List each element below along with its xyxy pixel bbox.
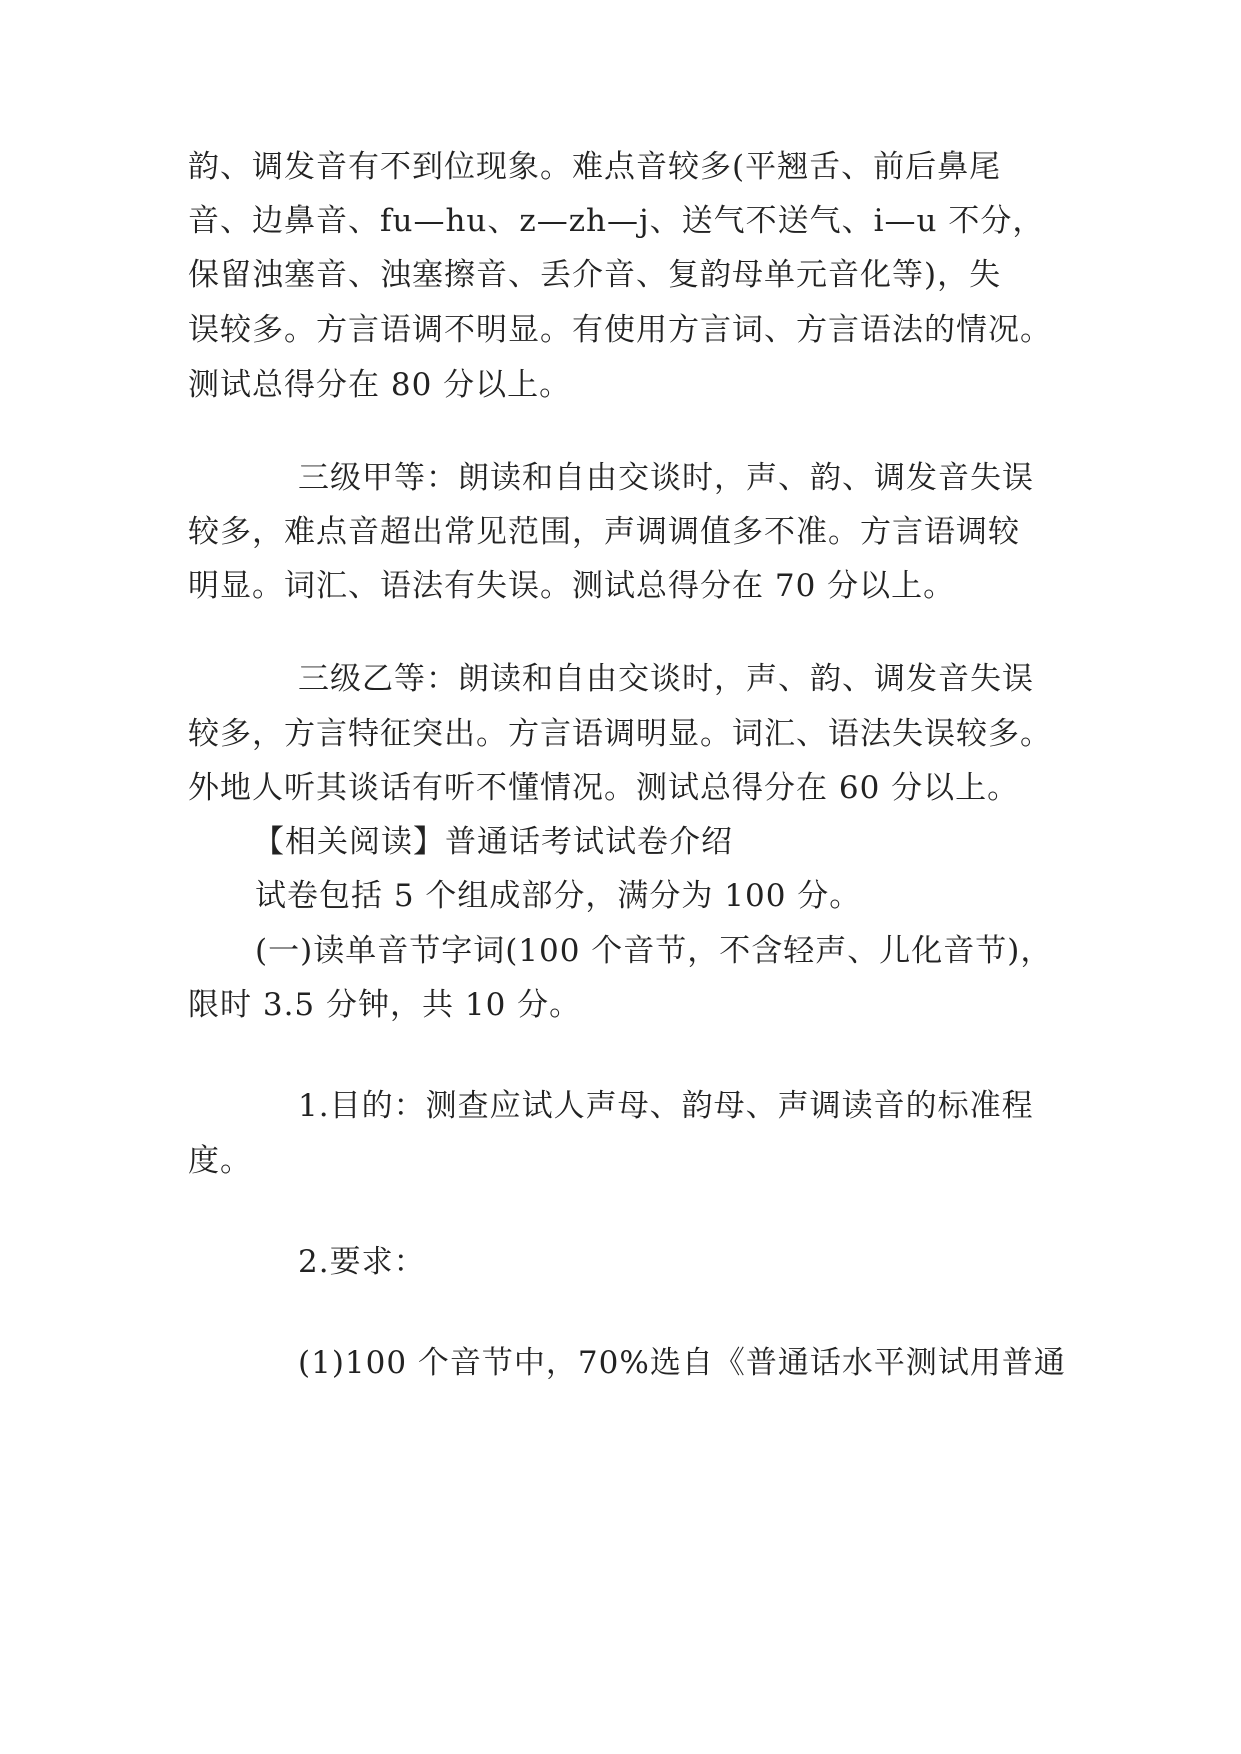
part-one-first-line: (一)读单音节字词(100 个音节，不含轻声、儿化音节)， bbox=[255, 933, 1053, 969]
body-text-line: 外地人听其谈话有听不懂情况。测试总得分在 60 分以上。 bbox=[188, 770, 1020, 806]
body-text-line: 音、边鼻音、fu—hu、z—zh—j、送气不送气、i—u 不分， bbox=[188, 203, 1045, 239]
body-text-line: 较多，难点音超出常见范围，声调调值多不准。方言语调较 bbox=[188, 514, 1020, 550]
body-text-line: 测试总得分在 80 分以上。 bbox=[188, 367, 572, 403]
level3a-paragraph-first-line: 三级甲等：朗读和自由交谈时，声、韵、调发音失误 bbox=[298, 460, 1034, 496]
body-text-line: 韵、调发音有不到位现象。难点音较多(平翘舌、前后鼻尾 bbox=[188, 149, 1002, 185]
requirements-heading: 2.要求： bbox=[298, 1244, 426, 1280]
body-text-line: 明显。词汇、语法有失误。测试总得分在 70 分以上。 bbox=[188, 568, 956, 604]
level3b-paragraph-first-line: 三级乙等：朗读和自由交谈时，声、韵、调发音失误 bbox=[298, 661, 1034, 697]
body-text-line: 保留浊塞音、浊塞擦音、丢介音、复韵母单元音化等)，失 bbox=[188, 257, 1002, 293]
body-text-line: 误较多。方言语调不明显。有使用方言词、方言语法的情况。 bbox=[188, 312, 1052, 348]
purpose-first-line: 1.目的：测查应试人声母、韵母、声调读音的标准程 bbox=[298, 1088, 1034, 1124]
body-text-line: 度。 bbox=[188, 1143, 252, 1179]
related-reading-heading: 【相关阅读】普通话考试试卷介绍 bbox=[253, 824, 733, 860]
body-text-line: 较多，方言特征突出。方言语调明显。词汇、语法失误较多。 bbox=[188, 716, 1052, 752]
body-text-line: 试卷包括 5 个组成部分，满分为 100 分。 bbox=[255, 878, 862, 914]
requirement-item-line: (1)100 个音节中，70%选自《普通话水平测试用普通 bbox=[298, 1345, 1066, 1381]
body-text-line: 限时 3.5 分钟，共 10 分。 bbox=[188, 987, 582, 1023]
